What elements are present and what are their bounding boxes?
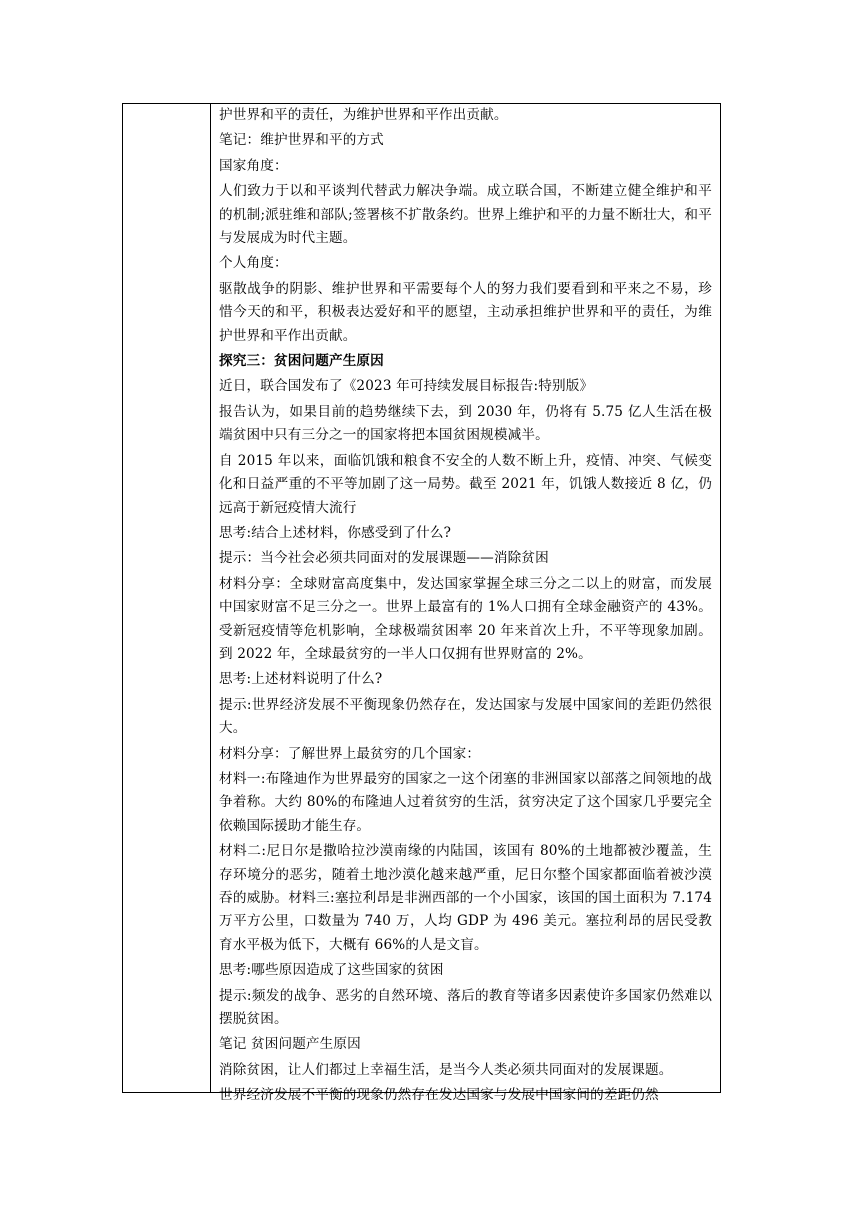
paragraph: 材料二:尼日尔是撒哈拉沙漠南缘的内陆国，该国有 80%的土地都被沙覆盖，生存环境分的恶劣，随着土地沙漠化越来越严重，尼日尔整个国家都面临着被沙漠吞的威胁。材料三:塞拉利昂是非洲西部的一个小国家，该国的国土面积为 7.174 万平方公里，口数量为 740 万，人均 GDP 为 496 美元。塞拉利昂的居民受教育水平极为低下，大概有 66%的人是文盲。 [219, 843, 712, 953]
paragraph: 国家角度： [219, 157, 288, 174]
table-left-cell [123, 104, 211, 1092]
lesson-table [122, 103, 721, 1104]
paragraph: 材料一:布隆迪作为世界最穷的国家之一这个闭塞的非洲国家以部落之间领地的战争着称。大约 80%的布隆迪人过着贫穷的生活，贫穷决定了这个国家几乎要完全依赖国际援助才能生存。 [219, 770, 712, 834]
table-content-cell [211, 104, 720, 1104]
paragraph: 思考:结合上述材料，你感受到了什么? [219, 524, 452, 541]
paragraph: 近日，联合国发布了《2023 年可持续发展目标报告:特别版》 [219, 378, 594, 395]
paragraph: 消除贫困，让人们都过上幸福生活，是当今人类必须共同面对的发展课题。 [219, 1061, 673, 1078]
paragraph: 世界经济发展不平衡的现象仍然存在发达国家与发展中国家间的差距仍然 [219, 1087, 659, 1104]
paragraph: 驱散战争的阴影、维护世界和平需要每个人的努力我们要看到和平来之不易，珍惜今天的和平，积极表达爱好和平的愿望，主动承担维护世界和平的责任，为维护世界和平作出贡献。 [219, 280, 712, 344]
paragraph: 报告认为，如果目前的趋势继续下去，到 2030 年，仍将有 5.75 亿人生活在极端贫困中只有三分之一的国家将把本国贫困规模减半。 [219, 403, 712, 444]
paragraph: 笔记：维护世界和平的方式 [219, 132, 384, 149]
paragraph: 思考:哪些原因造成了这些国家的贫困 [219, 962, 444, 979]
section-heading: 探究三：贫困问题产生原因 [219, 353, 384, 370]
paragraph: 护世界和平的责任，为维护世界和平作出贡献。 [219, 107, 508, 123]
paragraph: 提示:频发的战争、恶劣的自然环境、落后的教育等诸多因素使许多国家仍然难以摆脱贫困。 [219, 987, 712, 1028]
paragraph: 提示:世界经济发展不平衡现象仍然存在，发达国家与发展中国家间的差距仍然很大。 [219, 696, 712, 737]
paragraph: 笔记 贫困问题产生原因 [219, 1036, 361, 1053]
paragraph: 个人角度： [219, 255, 288, 272]
paragraph: 自 2015 年以来，面临饥饿和粮食不安全的人数不断上升，疫情、冲突、气候变化和日益严重的不平等加剧了这一局势。截至 2021 年，饥饿人数接近 8 亿，仍远高于新冠疫情大流行 [219, 452, 712, 516]
paragraph: 人们致力于以和平谈判代替武力解决争端。成立联合国，不断建立健全维护和平的机制;派驻维和部队;签署核不扩散条约。世界上维护和平的力量不断壮大，和平与发展成为时代主题。 [219, 183, 712, 247]
paragraph: 提示：当今社会必须共同面对的发展课题——消除贫困 [219, 550, 549, 567]
paragraph: 思考:上述材料说明了什么? [219, 671, 383, 688]
paragraph: 材料分享：全球财富高度集中，发达国家掌握全球三分之二以上的财富，而发展中国家财富不足三分之一。世界上最富有的 1%人口拥有全球金融资产的 43%。受新冠疫情等危机影响，全球极端贫困率 20 年来首次上升，不平等现象加剧。到 2022 年，全球最贫穷的一半人口仅拥有世界财富的 2%。 [219, 575, 712, 662]
paragraph: 材料分享：了解世界上最贫穷的几个国家： [219, 745, 481, 762]
